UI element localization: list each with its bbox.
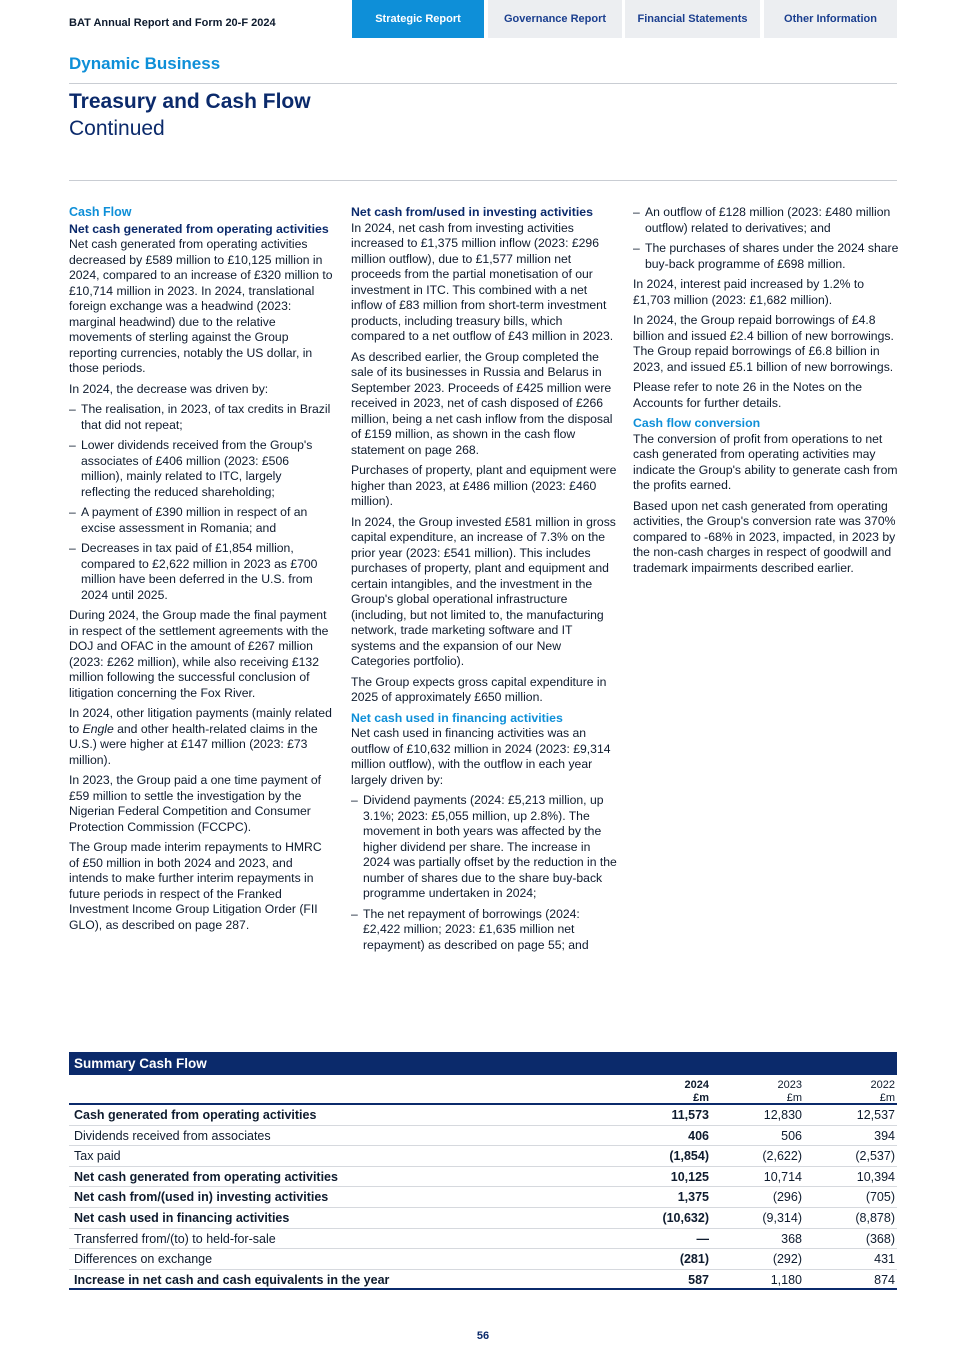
paragraph: The Group made interim repayments to HMRC of £50 million in both 2024 and 2023, and intends to make further interim repayments in future periods in respect of the Franked Investment Income Group Litigation Order (FII GLO), as described on page 287. (69, 840, 322, 932)
cell-value: (292) (772, 1252, 802, 1267)
paragraph: During 2024, the Group made the final payment in respect of the settlement agreements with the DOJ and OFAC in the amount of £267 million (2023: £262 million), while also receiving £132 million following the successful conclusion of litigation concerning the Fox River. (69, 608, 329, 700)
list-item: – Lower dividends received from the Group's associates of £406 million (2023: £506 million), mainly related to ITC, largely reflecting the reduced shareholding; (69, 438, 313, 499)
cell-value: 12,537 (856, 1108, 895, 1122)
tab-other-information[interactable]: Other Information (764, 0, 897, 38)
cell-value: 1,180 (770, 1272, 802, 1287)
text-column-2 (351, 205, 617, 958)
paragraph: Purchases of property, plant and equipment were higher than 2023, at £486 million (2023: £460 million). (351, 463, 617, 508)
column-header-2024: 2024 £m (684, 1079, 709, 1104)
paragraph: In 2024, other litigation payments (mainly related to Engle and other health-related claims in the U.S.) were higher at £147 million (2023: £73 million). (69, 706, 332, 767)
list-item: – The purchases of shares under the 2024 share buy-back programme of £698 million. (633, 241, 899, 271)
list-item: – The net repayment of borrowings (2024: £2,422 million; 2023: £1,635 million net repayment) as described on page 55; and (351, 906, 589, 952)
list-item: – A payment of £390 million in respect of an excise assessment in Romania; and (69, 505, 308, 535)
table-row (69, 1229, 897, 1250)
cell-value: (10,632) (662, 1210, 709, 1225)
investing-activities-heading: Net cash from/used in investing activities (351, 205, 593, 219)
row-label: Net cash used in financing activities (74, 1210, 290, 1225)
page-subtitle: Continued (69, 117, 165, 140)
cell-value: (8,878) (855, 1210, 895, 1225)
cell-value: (281) (679, 1252, 709, 1267)
list-item: – The realisation, in 2023, of tax credits in Brazil that did not repeat; (69, 402, 331, 432)
cash-flow-conversion-heading: Cash flow conversion (633, 416, 761, 430)
paragraph: The conversion of profit from operations to net cash generated from operating activities may indicate the Group's ability to generate cash from the profits earned. (633, 431, 898, 492)
row-label: Differences on exchange (74, 1252, 213, 1267)
cell-value: 587 (688, 1272, 709, 1287)
paragraph: Net cash used in financing activities was an outflow of £10,632 million in 2024 (2023: £9,314 million outflow), with the outflow in each year largely driven by: (351, 726, 611, 787)
list-item: – Dividend payments (2024: £5,213 million, up 3.1%; 2023: £5,055 million, up 2.8%). The movement in both years was affected by the higher dividend per share. The increase in 2024 was partially offset by the reduction in the number of shares due to the share buy-back programme undertaken in 2024; (351, 793, 617, 900)
paragraph: In 2024, the Group repaid borrowings of £4.8 billion and issued £2.4 billion of new borrowings. The Group repaid borrowings of £6.8 billion in 2023, and issued £5.1 billion of new borrowings. (633, 313, 894, 374)
cell-value: 406 (688, 1128, 709, 1143)
cell-value: 368 (781, 1231, 802, 1246)
operating-activities-heading: Net cash generated from operating activities (69, 221, 329, 236)
table-row (69, 1208, 897, 1229)
row-label: Net cash generated from operating activities (74, 1169, 338, 1184)
divider-top (69, 83, 897, 84)
cell-value: (2,537) (855, 1149, 895, 1164)
list-item: – An outflow of £128 million (2023: £480 million outflow) related to derivatives; and (633, 205, 891, 235)
cell-value: (368) (865, 1231, 895, 1246)
bullet-list (633, 205, 899, 272)
table-row (69, 1105, 897, 1126)
table-row (69, 1126, 897, 1147)
cell-value: 10,125 (670, 1169, 709, 1184)
tab-financial-statements[interactable]: Financial Statements (625, 0, 760, 38)
cell-value: 11,573 (671, 1108, 709, 1122)
cell-value: — (696, 1231, 709, 1246)
cell-value: 874 (874, 1272, 895, 1287)
paragraph: Please refer to note 26 in the Notes on the Accounts for further details. (633, 380, 863, 410)
table-row (69, 1187, 897, 1208)
financing-activities-heading: Net cash used in financing activities (351, 710, 563, 725)
table-row (69, 1146, 897, 1167)
paragraph: In 2024, the Group invested £581 million in gross capital expenditure, an increase of 7.3% on the prior year (2023: £541 million). This includes purchases of property, plant and equipment and certain intangibles, and the investment in the Group's global operational infrastructure (including, but not limited to, the manufacturing network, trade marketing software and IT systems and the expansion of our New Categories portfolio). (351, 514, 616, 668)
paragraph: As described earlier, the Group completed the sale of its businesses in Russia and Belarus in September 2023. Proceeds of £425 million were received in 2023, net of cash disposed of £266 million, being a net cash inflow from the disposal of £159 million, as shown in the cash flow statement on page 268. (351, 349, 613, 457)
paragraph: In 2024, net cash from investing activities increased to £1,375 million inflow (2023: £296 million outflow), due to £1,577 million net proceeds from the partial monetisation of our investment in ITC. This combined with a net inflow of £83 million from short-term investment products, including treasury bills, which compared to a net outflow of £43 million in 2023. (351, 220, 614, 343)
paragraph: The Group expects gross capital expenditure in 2025 of approximately £650 million. (351, 674, 607, 704)
report-title: BAT Annual Report and Form 20-F 2024 (69, 17, 276, 29)
cell-value: 431 (874, 1252, 895, 1267)
row-label: Net cash from/(used in) investing activities (74, 1190, 329, 1205)
bullet-list (69, 402, 333, 603)
cell-value: 506 (781, 1128, 802, 1143)
text-column-3 (633, 205, 899, 581)
cell-value: (1,854) (669, 1149, 709, 1164)
paragraph: Net cash generated from operating activities decreased by £589 million to £10,125 million in 2024, compared to an increase of £320 million to £10,714 million in 2023. In 2024, translational foreign exchange was a headwind (2023: marginal headwind) due to the relative movements of sterling against the Group reporting currencies, notably the US dollar, in those periods. (69, 237, 333, 375)
top-navigation (0, 0, 966, 38)
cell-value: (2,622) (762, 1149, 802, 1164)
row-label: Transferred from/(to) to held-for-sale (74, 1231, 276, 1246)
cell-value: (9,314) (762, 1210, 802, 1225)
table-body (69, 1105, 897, 1290)
divider-title (69, 180, 897, 181)
cell-value: 1,375 (677, 1190, 709, 1205)
row-label: Increase in net cash and cash equivalents in the year (74, 1272, 390, 1287)
paragraph: Based upon net cash generated from operating activities, the Group's conversion rate was 370% compared to -68% in 2023, impacted, in 2023 by the non-cash charges in respect of goodwill and trademark impairments described earlier. (633, 498, 896, 575)
tab-governance-report[interactable]: Governance Report (488, 0, 622, 38)
page-number: 56 (476, 1330, 490, 1342)
table-row (69, 1270, 897, 1291)
column-header-2022: 2022 £m (870, 1079, 895, 1104)
row-label: Cash generated from operating activities (74, 1108, 317, 1122)
cash-flow-heading: Cash Flow (69, 205, 132, 219)
row-label: Dividends received from associates (74, 1128, 271, 1143)
table-row (69, 1249, 897, 1270)
list-item: – Decreases in tax paid of £1,854 million, compared to £2,622 million in 2023 as £700 million have been deferred in the U.S. from 2024 until 2025. (69, 541, 318, 602)
cell-value: 12,830 (763, 1108, 802, 1122)
paragraph: In 2024, the decrease was driven by: (69, 381, 269, 396)
section-label: Dynamic Business (69, 54, 221, 73)
bullet-list (351, 793, 617, 953)
cell-value: 10,714 (763, 1169, 802, 1184)
summary-cash-flow-table (69, 1052, 897, 1290)
table-header-row (69, 1075, 897, 1105)
paragraph: In 2023, the Group paid a one time payment of £59 million to settle the investigation by the Nigerian Federal Competition and Consumer Protection Commission (FCCPC). (69, 773, 322, 834)
table-row (69, 1167, 897, 1188)
cell-value: 394 (874, 1128, 895, 1143)
table-title: Summary Cash Flow (69, 1052, 897, 1075)
column-header-2023: 2023 £m (777, 1079, 802, 1104)
cell-value: 10,394 (856, 1169, 895, 1184)
cell-value: (296) (772, 1190, 802, 1205)
row-label: Tax paid (74, 1149, 121, 1164)
text-column-1 (69, 205, 333, 938)
cell-value: (705) (865, 1190, 895, 1205)
paragraph: In 2024, interest paid increased by 1.2% to £1,703 million (2023: £1,682 million). (633, 277, 865, 307)
tab-strategic-report[interactable]: Strategic Report (352, 0, 484, 38)
page-title: Treasury and Cash Flow (69, 90, 311, 113)
